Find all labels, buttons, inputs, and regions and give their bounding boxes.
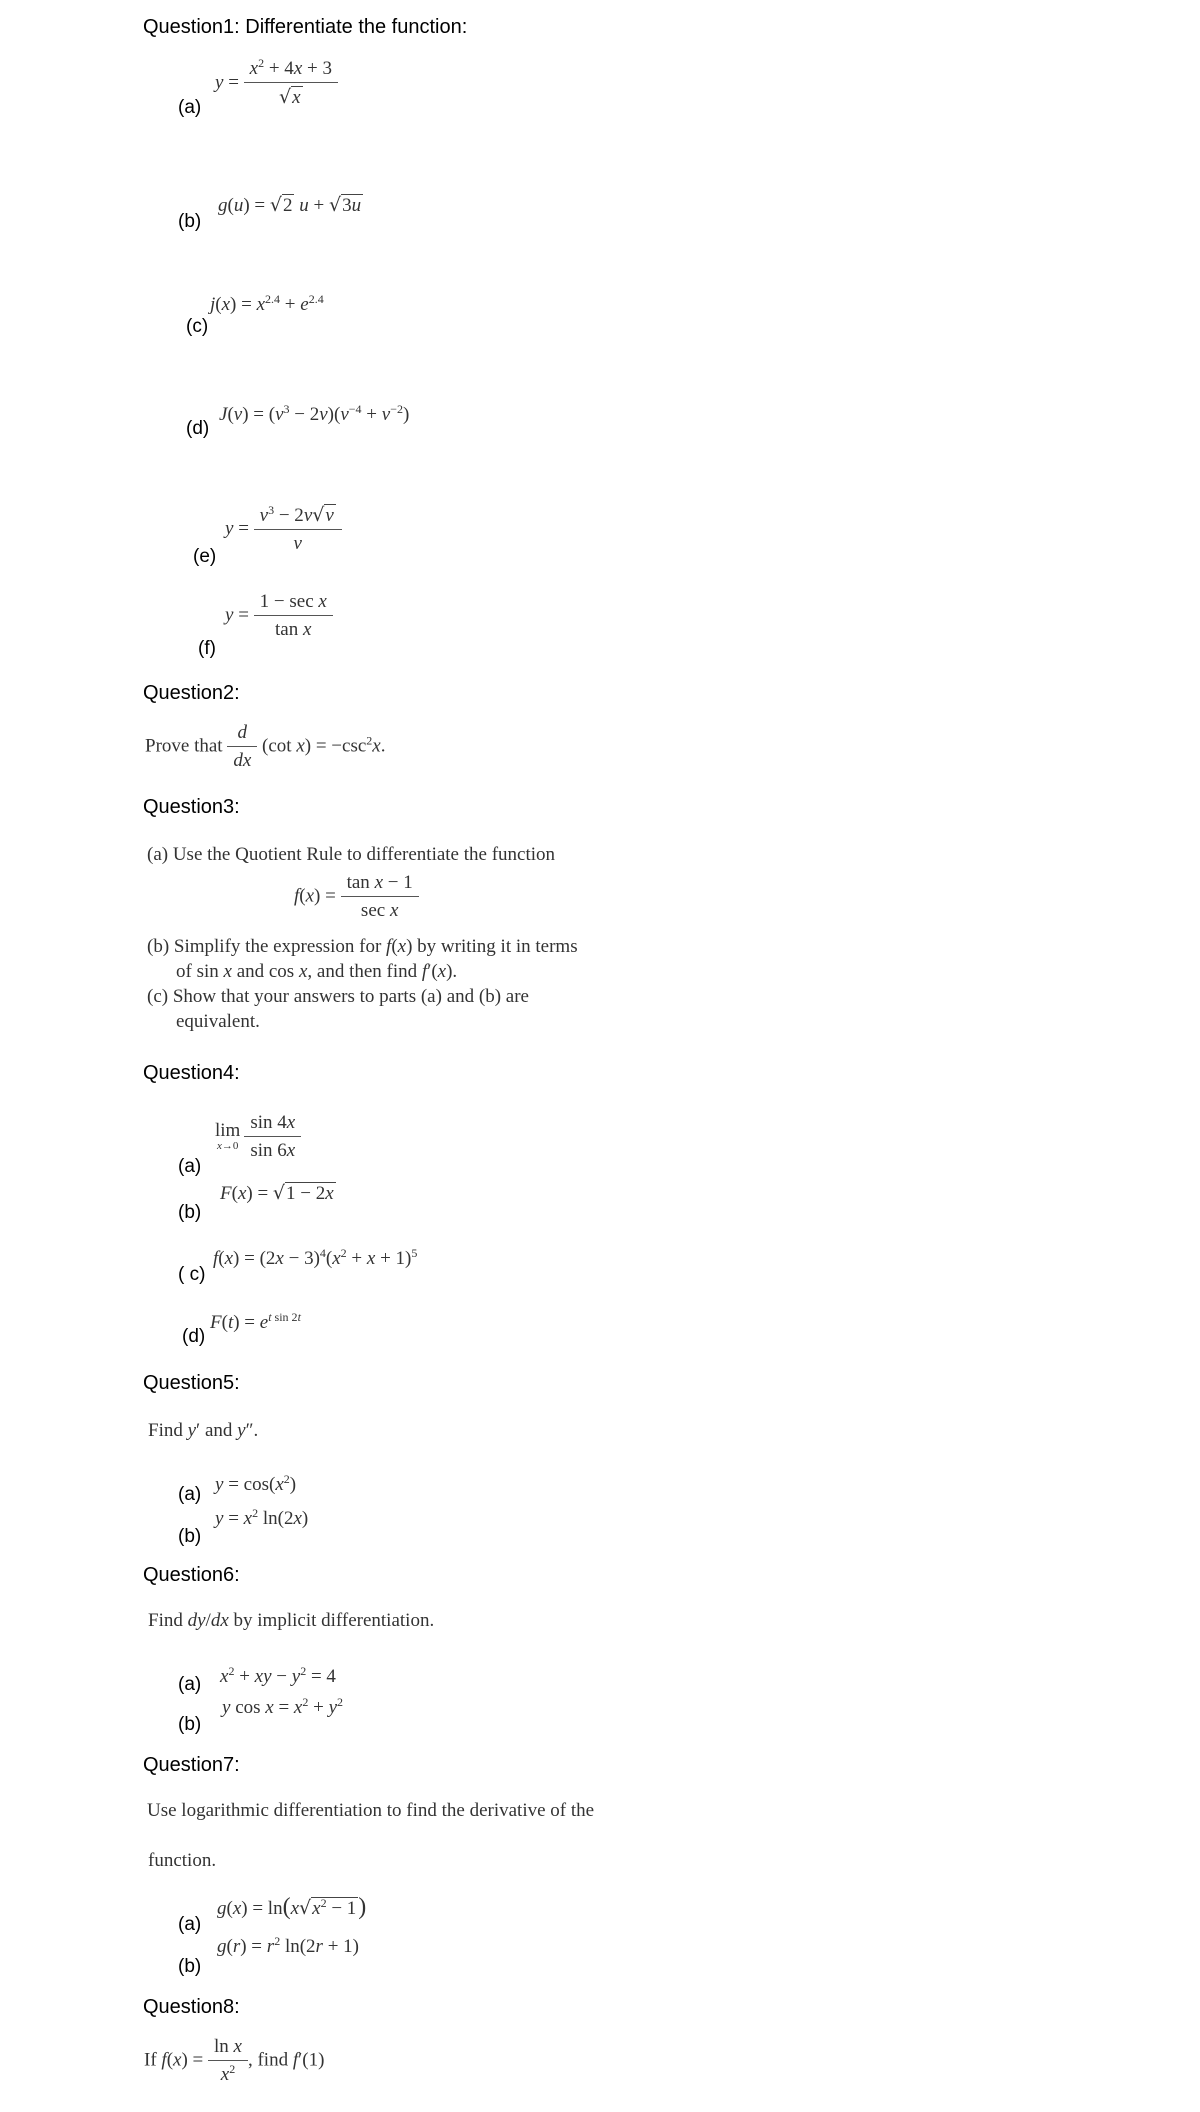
- q5b-formula: $y = x^2$ ln(2x): [215, 1506, 309, 1529]
- q3b-line2: of sin x and cos x, and then find f′(x).: [176, 961, 458, 982]
- q6-by-text: by implicit differentiation.: [233, 1610, 435, 1631]
- question-3-heading: Question3:: [143, 796, 240, 818]
- question-2-heading: Question2:: [143, 682, 240, 704]
- q1f-formula: y = $\frac{\text{1 − sec x}}{\text{tan x}}$: [225, 591, 333, 641]
- q8-if-text: If: [144, 2049, 157, 2071]
- q4c-label: ( c): [178, 1264, 206, 1285]
- q4b-formula: F(x) = √1 − 2x: [220, 1182, 334, 1204]
- q6a-label: (a): [178, 1674, 202, 1695]
- q1a-formula: y = $\frac{x^2 + 4x + 3}{√x}$: [215, 58, 338, 109]
- q1f-label: (f): [198, 638, 216, 659]
- q4a-formula: lim x→0 $\frac{\sin 4x}{\sin 6x}$: [215, 1112, 301, 1162]
- q1c-label: (c): [186, 316, 209, 337]
- q4c-formula: $f(x) = (2x - 3)^4(x^2 + x + 1)^5$: [213, 1246, 418, 1269]
- q1b-label: (b): [178, 211, 202, 232]
- question-4-heading: Question4:: [143, 1062, 240, 1084]
- q3b-line2-mid: and cos: [236, 961, 295, 982]
- q1d-formula: $J(v) = (v^3 - 2v)(v^{-4} + v^{-2})$: [219, 402, 410, 425]
- q5-find-text: Find: [148, 1420, 183, 1441]
- q6b-label: (b): [178, 1714, 202, 1735]
- q5b-label: (b): [178, 1526, 202, 1547]
- q5a-formula: $y = \cos(x^2)$: [215, 1472, 297, 1495]
- q2-statement: Prove that $\frac{d}{dx}$ (cot $x) = -\csc^2x$.: [145, 722, 386, 771]
- q3b-line1: (b) Simplify the expression for f(x) by writing it in terms: [147, 936, 578, 957]
- q1d-label: (d): [186, 418, 210, 439]
- q1e-formula: y = $\frac{v^3 - 2v√v}{v}$: [225, 504, 342, 555]
- q4d-label: (d): [182, 1326, 206, 1347]
- q6-instruction: Find dy/dx by implicit differentiation.: [148, 1610, 435, 1631]
- q7a-label: (a): [178, 1914, 202, 1935]
- q7b-formula: $g(r) = r^2$ ln(2r + 1): [217, 1934, 359, 1957]
- q4d-formula: $F(t) = e^{t sin 2t}$: [210, 1310, 301, 1333]
- q3b-line2-start: of sin: [176, 961, 219, 982]
- question-7-heading: Question7:: [143, 1754, 240, 1776]
- question-6-heading: Question6:: [143, 1564, 240, 1586]
- q3-formula: f(x) = $\frac{\text{tan x − 1}}{\text{sec x}}$: [294, 872, 419, 922]
- q5a-label: (a): [178, 1484, 202, 1505]
- q5-and-text: and: [204, 1420, 233, 1441]
- q3c-line1: (c) Show that your answers to parts (a) and (b) are: [147, 986, 529, 1007]
- q8-find-text: find: [257, 2049, 289, 2071]
- question-1-heading: Question1: Differentiate the function:: [143, 16, 468, 38]
- q7b-label: (b): [178, 1956, 202, 1977]
- q1c-formula: $j(x) = x^{2.4} + e^{2.4}$: [210, 292, 324, 315]
- q5-instruction: Find y′ and y″.: [148, 1420, 259, 1441]
- q3a-text: (a) Use the Quotient Rule to differentiate the function: [147, 844, 556, 865]
- question-5-heading: Question5:: [143, 1372, 240, 1394]
- q2-prove-text: Prove that: [145, 735, 223, 757]
- q4b-label: (b): [178, 1202, 202, 1223]
- q7-line2: function.: [148, 1850, 217, 1871]
- q1b-formula: g(u) = √2 u + √3u: [218, 194, 362, 216]
- q4a-label: (a): [178, 1156, 202, 1177]
- q7a-formula: $g(x) = \ln(x√x^2 - 1)$: [217, 1894, 367, 1920]
- q3b-line2-mid2: , and then find: [307, 961, 418, 982]
- q3b-text-start: (b) Simplify the expression for: [147, 936, 382, 957]
- q3c-line2: equivalent.: [176, 1011, 260, 1032]
- q7-line1: Use logarithmic differentiation to find the derivative of the: [147, 1800, 595, 1821]
- question-8-heading: Question8:: [143, 1996, 240, 2018]
- q3b-text-end: by writing it in terms: [417, 936, 578, 957]
- q8-statement: If f(x) = $\frac{\text{ln x}}{x^2}$ , find f′(1): [144, 2036, 325, 2085]
- q6-find-text: Find: [148, 1610, 183, 1631]
- q1e-label: (e): [193, 546, 217, 567]
- q6a-formula: $x^2$ + xy − $y^2 = 4$: [220, 1664, 336, 1687]
- q6b-formula: y $\cos x = x^2 + y^2$: [222, 1695, 344, 1718]
- q1a-label: (a): [178, 97, 202, 118]
